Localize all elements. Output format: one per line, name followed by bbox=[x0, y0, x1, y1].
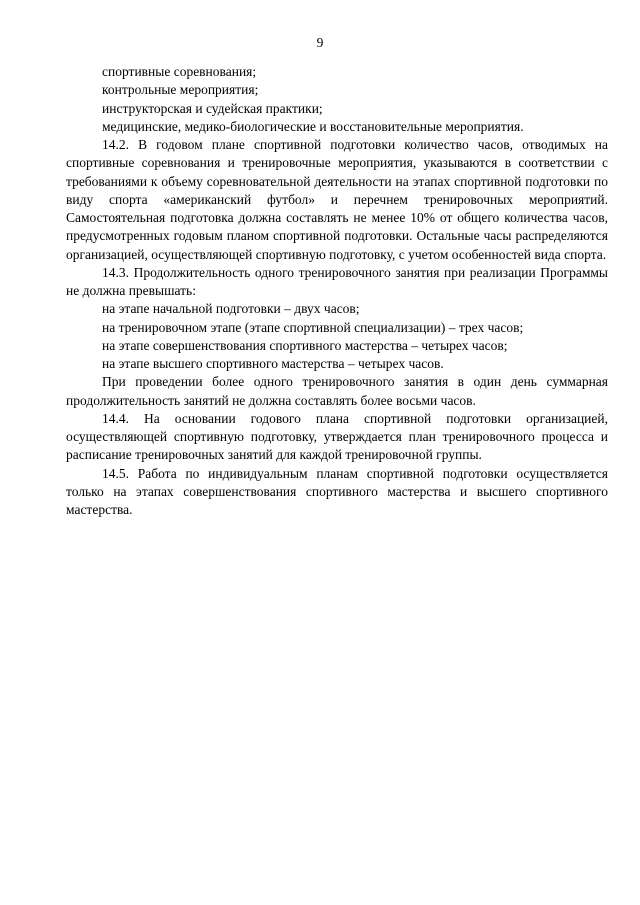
list-item: на этапе высшего спортивного мастерства – четырех часов. bbox=[102, 356, 444, 371]
list-item: инструкторская и судейская практики; bbox=[102, 100, 323, 116]
list-item: на этапе совершенствования спортивного мастерства – четырех часов; bbox=[102, 337, 508, 353]
paragraph-14-4: 14.4. На основании годового плана спортивной подготовки организацией, осуществляющей спортивную подготовку, утверждается план тренировочного процесса и расписание тренировочных занятий для каждой тренировочной группы. bbox=[66, 410, 608, 463]
list-item: медицинские, медико-биологические и восстановительные мероприятия. bbox=[102, 118, 524, 134]
page-number: 9 bbox=[316, 35, 324, 50]
list-item: на этапе начальной подготовки – двух часов; bbox=[102, 301, 360, 317]
document-body bbox=[66, 63, 608, 519]
list-item: контрольные мероприятия; bbox=[102, 82, 259, 98]
paragraph-14-3: 14.3. Продолжительность одного тренировочного занятия при реализации Программы не должна превышать: bbox=[66, 264, 608, 298]
list-item: на тренировочном этапе (этапе спортивной специализации) – трех часов; bbox=[102, 319, 524, 335]
list-item: спортивные соревнования; bbox=[102, 64, 257, 79]
paragraph-14-2: 14.2. В годовом плане спортивной подготовки количество часов, отводимых на спортивные соревнования и тренировочные мероприятия, указываются в соответствии с требованиями к объему соревновательной деятельности на этапах спортивной подготовки по виду спорта «американский футбол» и перечнем тренировочных мероприятий. Самостоятельная подготовка должна составлять не менее 10% от общего количества часов, предусмотренных годовым планом спортивной подготовки. Остальные часы распределяются организацией, осуществляющей спортивную подготовку, с учетом особенностей вида спорта. bbox=[66, 137, 608, 262]
paragraph-14-5: 14.5. Работа по индивидуальным планам спортивной подготовки осуществляется только на этапах совершенствования спортивного мастерства и высшего спортивного мастерства. bbox=[66, 465, 608, 517]
paragraph-multiple-sessions: При проведении более одного тренировочного занятия в один день суммарная продолжительность занятий не должна составлять более восьми часов. bbox=[66, 374, 608, 408]
